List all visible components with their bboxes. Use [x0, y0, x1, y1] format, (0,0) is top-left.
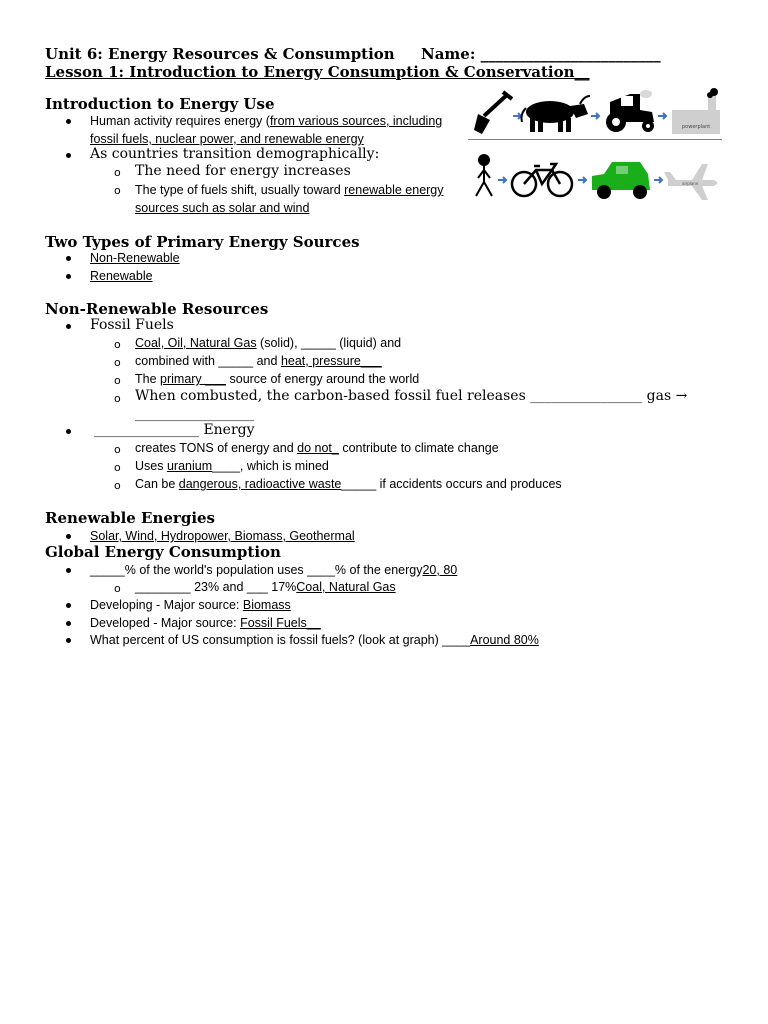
intro-sub-2: The type of fuels shift, usually toward renewable energy	[135, 183, 444, 197]
sub-bullet: o	[114, 443, 121, 456]
fossil-sub-1: Coal, Oil, Natural Gas (solid), _____ (liquid) and	[135, 336, 402, 350]
sub-bullet: o	[114, 356, 121, 369]
sub-bullet: o	[114, 392, 121, 405]
stick-figure-icon	[476, 155, 492, 196]
bullet	[66, 568, 71, 573]
fossil-sub-4-cont: _________________	[135, 406, 254, 422]
type-item-nonrenewable: Non-Renewable	[90, 251, 180, 265]
intro-sub-2-cont: sources such as solar and wind	[135, 201, 310, 215]
bullet	[66, 621, 71, 626]
intro-bullet-2: As countries transition demographically:	[90, 146, 380, 162]
nuclear-sub-1: creates TONS of energy and do not_ contribute to climate change	[135, 441, 499, 455]
nuclear-sub-2: Uses uranium____, which is mined	[135, 459, 329, 473]
sub-bullet: o	[114, 461, 121, 474]
bullet	[66, 324, 71, 329]
renewable-heading: Renewable Energies	[45, 509, 216, 527]
sub-bullet: o	[114, 582, 121, 595]
global-sub-1: ________ 23% and ___ 17%Coal, Natural Gas	[135, 580, 396, 594]
fossil-fuels-label: Fossil Fuels	[90, 317, 174, 333]
energy-progression-row-1	[470, 86, 722, 138]
powerplant-label: powerplant	[682, 124, 711, 130]
bullet	[66, 534, 71, 539]
intro-sub-1: The need for energy increases	[135, 163, 351, 179]
intro-heading: Introduction to Energy Use	[45, 95, 275, 113]
nuclear-sub-3: Can be dangerous, radioactive waste_____ if accidents occurs and produces	[135, 477, 562, 491]
name-field-label: Name: ________________________	[421, 45, 661, 63]
sub-bullet: o	[114, 374, 121, 387]
nuclear-energy-label: _______________ Energy	[94, 422, 255, 438]
fossil-sub-4: When combusted, the carbon-based fossil fuel releases ________________ gas →	[135, 388, 688, 404]
tractor-icon	[606, 90, 654, 132]
bullet	[66, 274, 71, 279]
global-bullet-3: Developed - Major source: Fossil Fuels__	[90, 616, 321, 630]
fossil-sub-2: combined with _____ and heat, pressure___	[135, 354, 382, 368]
lesson-title: Lesson 1: Introduction to Energy Consumption & Conservation__	[45, 63, 590, 81]
car-icon	[592, 162, 650, 199]
bullet	[66, 119, 71, 124]
global-heading: Global Energy Consumption	[45, 543, 281, 561]
energy-progression-row-2	[470, 150, 722, 204]
bicycle-icon	[512, 164, 572, 196]
renewable-list: Solar, Wind, Hydropower, Biomass, Geothermal	[90, 529, 355, 543]
intro-bullet-1: Human activity requires energy (from various sources, including	[90, 114, 443, 128]
airplane-icon	[664, 164, 718, 200]
bullet	[66, 429, 71, 434]
global-bullet-4: What percent of US consumption is fossil fuels? (look at graph) ____Around 80%	[90, 633, 539, 647]
global-bullet-1: _____% of the world's population uses ____% of the energy20, 80	[90, 563, 458, 577]
unit-title: Unit 6: Energy Resources & Consumption	[45, 45, 395, 63]
types-heading: Two Types of Primary Energy Sources	[45, 233, 360, 251]
airplane-label: airplane	[682, 181, 699, 186]
sub-bullet: o	[114, 184, 121, 197]
sub-bullet: o	[114, 166, 121, 179]
sub-bullet: o	[114, 479, 121, 492]
bullet	[66, 603, 71, 608]
ox-icon	[522, 96, 591, 132]
sub-bullet: o	[114, 338, 121, 351]
global-bullet-2: Developing - Major source: Biomass	[90, 598, 291, 612]
image-divider	[468, 139, 722, 140]
type-item-renewable: Renewable	[90, 269, 153, 283]
bullet	[66, 256, 71, 261]
nonrenewable-heading: Non-Renewable Resources	[45, 300, 269, 318]
intro-bullet-1-cont: fossil fuels, nuclear power, and renewable energy	[90, 132, 364, 146]
bullet	[66, 638, 71, 643]
powerplant-icon	[672, 88, 720, 134]
bullet	[66, 153, 71, 158]
fossil-sub-3: The primary ___ source of energy around the world	[135, 372, 420, 386]
shovel-icon	[474, 92, 512, 134]
